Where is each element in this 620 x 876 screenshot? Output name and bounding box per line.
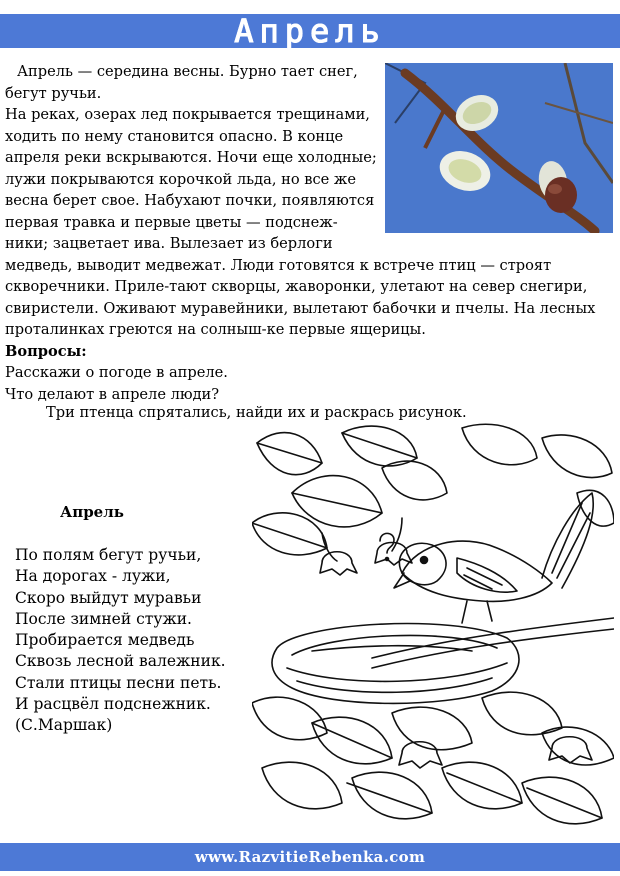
leaf-shape xyxy=(462,424,537,465)
bird-body xyxy=(402,541,552,601)
bell-flower xyxy=(549,737,592,763)
bird-tail xyxy=(542,493,593,588)
footer-band xyxy=(0,843,620,871)
question-2: Что делают в апреле люди? xyxy=(5,385,220,403)
leaf-shape xyxy=(292,476,382,527)
poem-line: Сквозь лесной валежник. xyxy=(15,652,226,671)
leaf-shape xyxy=(382,461,447,500)
leaf-shape xyxy=(482,692,562,735)
poem-line: Скоро выйдут муравьи xyxy=(15,588,202,607)
poem-author: (С.Маршак) xyxy=(15,716,113,735)
poem-line: Стали птицы песни петь. xyxy=(15,673,222,692)
header-band xyxy=(0,14,620,48)
leaf-shape xyxy=(442,762,522,809)
intro-line-1: Апрель — середина весны. Бурно тает снег, бегут ручьи. xyxy=(5,63,358,102)
questions-title: Вопросы: xyxy=(5,342,87,360)
leaf-shape xyxy=(542,435,612,478)
leaf-shape xyxy=(262,762,342,809)
site-link[interactable]: www.RazvitieRebenka.com xyxy=(194,848,426,866)
leaf-shape xyxy=(352,772,432,819)
leaf-shape xyxy=(522,777,602,824)
willow-catkins-photo xyxy=(385,63,613,233)
bell-flower xyxy=(375,543,412,566)
leaf-shape xyxy=(392,707,472,750)
poem-line: По полям бегут ручьи, xyxy=(15,546,202,564)
poem-title: Апрель xyxy=(60,503,124,521)
bell-flower xyxy=(320,552,357,575)
page-title: Апрель xyxy=(234,12,386,50)
poem-line: Пробирается медведь xyxy=(15,631,195,650)
coloring-task: Три птенца спрятались, найди их и раскрась рисунок. xyxy=(46,404,467,421)
leaf-shape xyxy=(577,490,614,526)
poem xyxy=(15,545,255,737)
question-1: Расскажи о погоде в апреле. xyxy=(5,364,228,381)
intro-paragraph: На реках, озерах лед покрывается трещинами, ходить по нему становится опасно. В конце апреля реки вскрываются. Ночи еще холодные; лужи покрываются корочкой льда, но все же весна берет свое. Набухают почки, появляются первая травка и первые цветы — подснеж-ники; зацветает ива. Вылезает из берлоги медведь, выводит медвежат. Люди готовятся к встрече птиц — строят скворечники. Приле-тают скворцы, жаворонки, улетают на север снегири, свиристели. Оживают муравейники, вылетают бабочки и пчелы. На лесных проталинках греются на солныш-ке первые ящерицы. xyxy=(5,106,596,338)
poem-line: На дорогах - лужи, xyxy=(15,567,171,586)
intro-text xyxy=(5,61,613,405)
poem-line: После зимней стужи. xyxy=(15,609,192,628)
bird-beak xyxy=(394,573,410,588)
poem-line: И расцвёл подснежник. xyxy=(15,695,211,714)
coloring-picture xyxy=(252,423,614,835)
